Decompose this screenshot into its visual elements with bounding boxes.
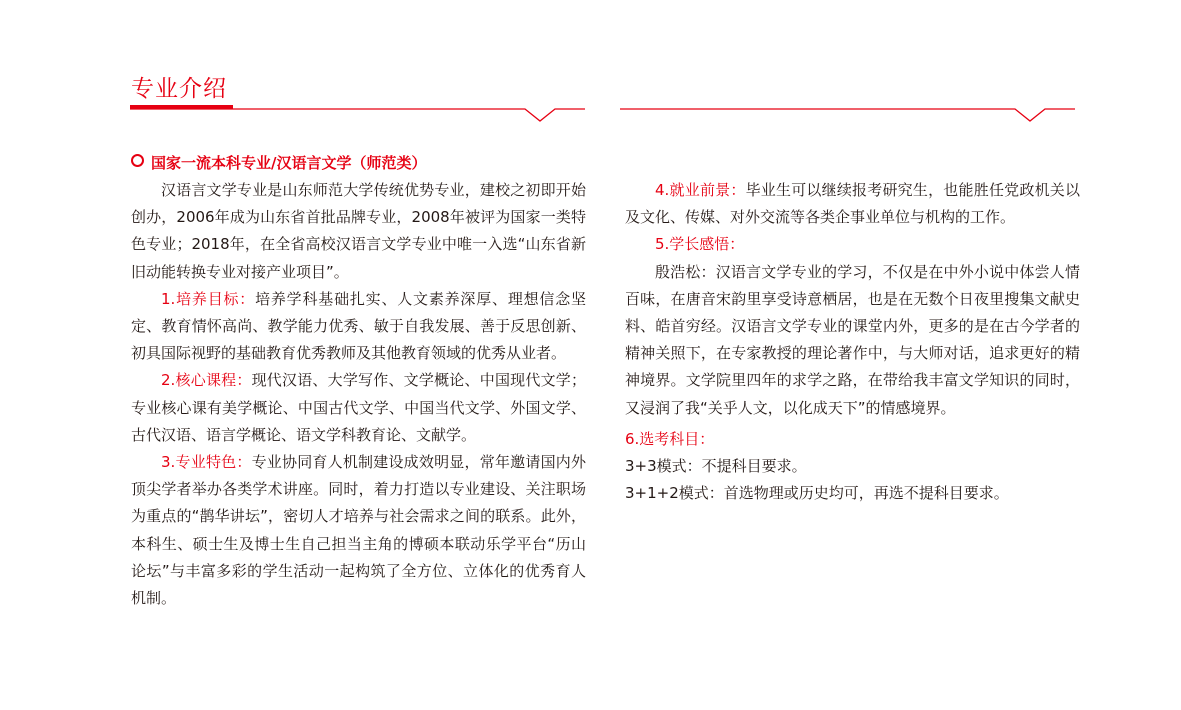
divider-notch-line (620, 109, 1075, 121)
section-heading (131, 150, 586, 177)
section-label: 6.选考科目： (625, 429, 715, 448)
features-paragraph (131, 449, 586, 612)
section-heading-text: 国家一流本科专业/汉语言文学（师范类） (151, 154, 427, 172)
section-text: 毕业生可以继续报考研究生，也能胜任党政机关以及文化、传媒、对外交流等各类企事业单位与机构的工作。 (625, 181, 1080, 227)
circle-bullet-icon (131, 154, 144, 167)
section-text: 专业协同育人机制建设成效明显，常年邀请国内外顶尖学者举办各类学术讲座。同时，着力打造以专业建设、关注职场为重点的“鹊华讲坛”，密切人才培养与社会需求之间的联系。此外，本科生、硕士生及博士生自己担当主角的博硕本联动乐学平台“历山论坛”与丰富多彩的学生活动一起构筑了全方位、立体化的优秀育人机制。 (131, 453, 586, 608)
section-label: 3.专业特色： (161, 453, 252, 472)
training-goal-paragraph (131, 286, 586, 368)
section-text: 现代汉语、大学写作、文学概论、中国现代文学；专业核心课有美学概论、中国古代文学、中国当代文学、外国文学、古代汉语、语言学概论、语文学科教育论、文献学。 (131, 371, 586, 444)
section-label: 1.培养目标： (161, 289, 256, 308)
section-label: 2.核心课程： (161, 371, 252, 390)
subject-line: 3+1+2模式：首选物理或历史均可，再选不提科目要求。 (625, 484, 1009, 503)
divider-notch-line (130, 109, 585, 121)
right-column (625, 177, 1080, 507)
left-title-divider (130, 98, 590, 126)
section-text: 培养学科基础扎实、人文素养深厚、理想信念坚定、教育情怀高尚、教学能力优秀、敏于自我发展、善于反思创新、初具国际视野的基础教育优秀教师及其他教育领域的优秀从业者。 (131, 289, 586, 363)
intro-paragraph: 汉语言文学专业是山东师范大学传统优势专业，建校之初即开始创办，2006年成为山东省首批品牌专业，2008年被评为国家一类特色专业；2018年，在全省高校汉语言文学专业中唯一入选“山东省新旧动能转换专业对接产业项目”。 (131, 181, 586, 281)
subject-line: 3+3模式：不提科目要求。 (625, 457, 807, 476)
section-label: 5.学长感悟： (655, 235, 745, 254)
right-title-divider (620, 98, 1080, 126)
employment-paragraph (625, 177, 1080, 231)
left-column (131, 150, 586, 612)
section-label: 4.就业前景： (655, 181, 746, 199)
reflection-paragraph: 殷浩松：汉语言文学专业的学习，不仅是在中外小说中体尝人情百味，在唐音宋韵里享受诗意栖居，也是在无数个日夜里搜集文献史料、皓首穷经。汉语言文学专业的课堂内外，更多的是在古今学者的精神关照下，在专家教授的理论著作中，与大师对话，追求更好的精神境界。文学院里四年的求学之路，在带给我丰富文学知识的同时，又浸润了我“关乎人文，以化成天下”的情感境界。 (625, 262, 1080, 417)
page-title: 专业介绍 (131, 76, 227, 102)
core-courses-paragraph (131, 367, 586, 449)
